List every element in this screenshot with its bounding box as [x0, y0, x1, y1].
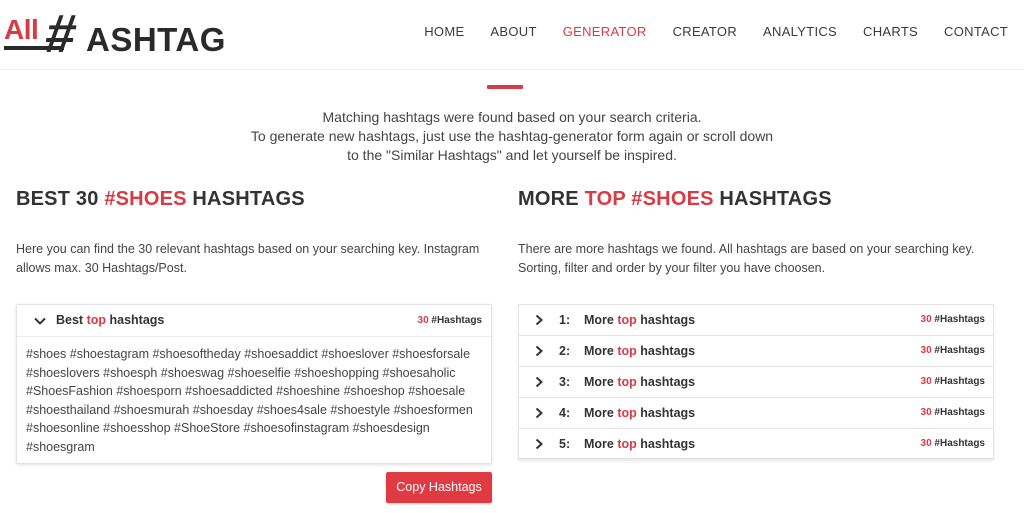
title-text: hashtags [636, 344, 696, 358]
title-text: More [584, 344, 618, 358]
hashtag-count [921, 407, 985, 418]
row-title [584, 406, 695, 420]
heading-text: HASHTAGS [713, 188, 832, 210]
count-label: #Hashtags [428, 315, 482, 326]
nav-contact[interactable]: CONTACT [944, 24, 1008, 39]
chevron-right-icon [533, 407, 545, 419]
accordion-row[interactable] [518, 397, 994, 428]
logo-all-text: All [4, 14, 39, 45]
accordion-row[interactable] [518, 428, 994, 459]
hashtag-count [921, 314, 985, 325]
row-title [584, 344, 695, 358]
intro-line: to the "Similar Hashtags" and let yourself be inspired. [347, 147, 677, 163]
accordion-row[interactable] [518, 304, 994, 335]
title-text: More [584, 437, 618, 451]
row-title [584, 375, 695, 389]
row-title [584, 437, 695, 451]
row-number: 5: [559, 437, 571, 451]
accordion-row[interactable] [518, 335, 994, 366]
nav-generator[interactable]: GENERATOR [562, 24, 647, 39]
more-hashtags-heading [518, 188, 994, 216]
intro-text [212, 108, 812, 165]
chevron-right-icon [533, 345, 545, 357]
chevron-right-icon [533, 438, 545, 450]
title-text: hashtags [636, 406, 696, 420]
intro-line: To generate new hashtags, just use the hashtag-generator form again or scroll down [250, 128, 774, 144]
more-hashtags-section [518, 188, 994, 278]
best-hashtags-section [16, 188, 492, 278]
accordion-row[interactable] [518, 366, 994, 397]
title-text: hashtags [106, 313, 165, 327]
title-text: hashtags [636, 313, 696, 327]
title-keyword: top [617, 437, 637, 451]
count-number: 30 [920, 345, 932, 356]
hashtag-count [921, 438, 985, 449]
count-number: 30 [920, 314, 932, 325]
title-text: More [584, 375, 618, 389]
logo-hash-mark: # [41, 4, 81, 64]
count-number: 30 [920, 438, 932, 449]
panel-header[interactable] [17, 305, 491, 337]
hashtag-count [418, 315, 482, 326]
title-text: hashtags [636, 437, 696, 451]
section-divider [487, 85, 523, 89]
main-nav [398, 24, 1008, 39]
row-number: 4: [559, 406, 571, 420]
row-title [584, 313, 695, 327]
best-hashtags-panel [16, 304, 492, 464]
title-text: More [584, 406, 618, 420]
title-keyword: top [617, 313, 637, 327]
nav-charts[interactable]: CHARTS [863, 24, 919, 39]
chevron-right-icon [533, 376, 545, 388]
panel-title [56, 313, 164, 327]
title-keyword: top [617, 406, 637, 420]
title-text: More [584, 313, 618, 327]
best-hashtags-description: Here you can find the 30 relevant hashtags based on your searching key. Instagram allows max. 30 Hashtags/Post. [16, 242, 480, 275]
title-keyword: top [617, 375, 637, 389]
count-label: #Hashtags [931, 376, 985, 387]
more-hashtags-description: There are more hashtags we found. All hashtags are based on your searching key. Sorting, filter and order by your filter you have choosen. [518, 242, 975, 275]
count-label: #Hashtags [931, 314, 985, 325]
heading-text: BEST 30 [16, 188, 105, 210]
more-hashtags-list [518, 304, 994, 459]
title-keyword: top [86, 313, 107, 327]
count-label: #Hashtags [931, 345, 985, 356]
nav-creator[interactable]: CREATOR [672, 24, 738, 39]
logo-wordmark: ASHTAG [86, 21, 226, 58]
heading-keyword: TOP #SHOES [584, 188, 714, 210]
count-number: 30 [920, 407, 932, 418]
copy-hashtags-button[interactable]: Copy Hashtags [386, 472, 492, 503]
heading-keyword: #SHOES [104, 188, 187, 210]
count-number: 30 [920, 376, 932, 387]
hashtag-count [921, 376, 985, 387]
intro-line: Matching hashtags were found based on your search criteria. [322, 109, 702, 125]
heading-text: MORE [518, 188, 585, 210]
best-hashtags-heading [16, 188, 492, 216]
heading-text: HASHTAGS [186, 188, 305, 210]
hashtag-list: #shoes #shoestagram #shoesoftheday #shoesaddict #shoeslover #shoesforsale #shoeslovers #shoesph #shoeswag #shoeselfie #shoeshopping #shoesaholic #ShoesFashion #shoesporn #shoesaddicted #shoeshine #shoeshop #shoesale #shoesthailand #shoesmurah #shoesday #shoes4sale #shoestyle #shoesformen #shoesonline #shoesshop #ShoeStore #shoesofinstagram #shoesdesign #shoesgram [26, 347, 473, 454]
site-logo[interactable] [4, 4, 226, 66]
nav-about[interactable]: ABOUT [490, 24, 537, 39]
site-header [0, 0, 1024, 70]
row-number: 1: [559, 313, 571, 327]
chevron-down-icon [33, 314, 47, 328]
row-number: 3: [559, 375, 571, 389]
row-number: 2: [559, 344, 571, 358]
count-label: #Hashtags [931, 407, 985, 418]
title-text: Best [56, 313, 87, 327]
title-keyword: top [617, 344, 637, 358]
count-number: 30 [417, 315, 429, 326]
nav-analytics[interactable]: ANALYTICS [763, 24, 838, 39]
nav-home[interactable]: HOME [424, 24, 465, 39]
hashtag-count [921, 345, 985, 356]
chevron-right-icon [533, 314, 545, 326]
title-text: hashtags [636, 375, 696, 389]
count-label: #Hashtags [931, 438, 985, 449]
